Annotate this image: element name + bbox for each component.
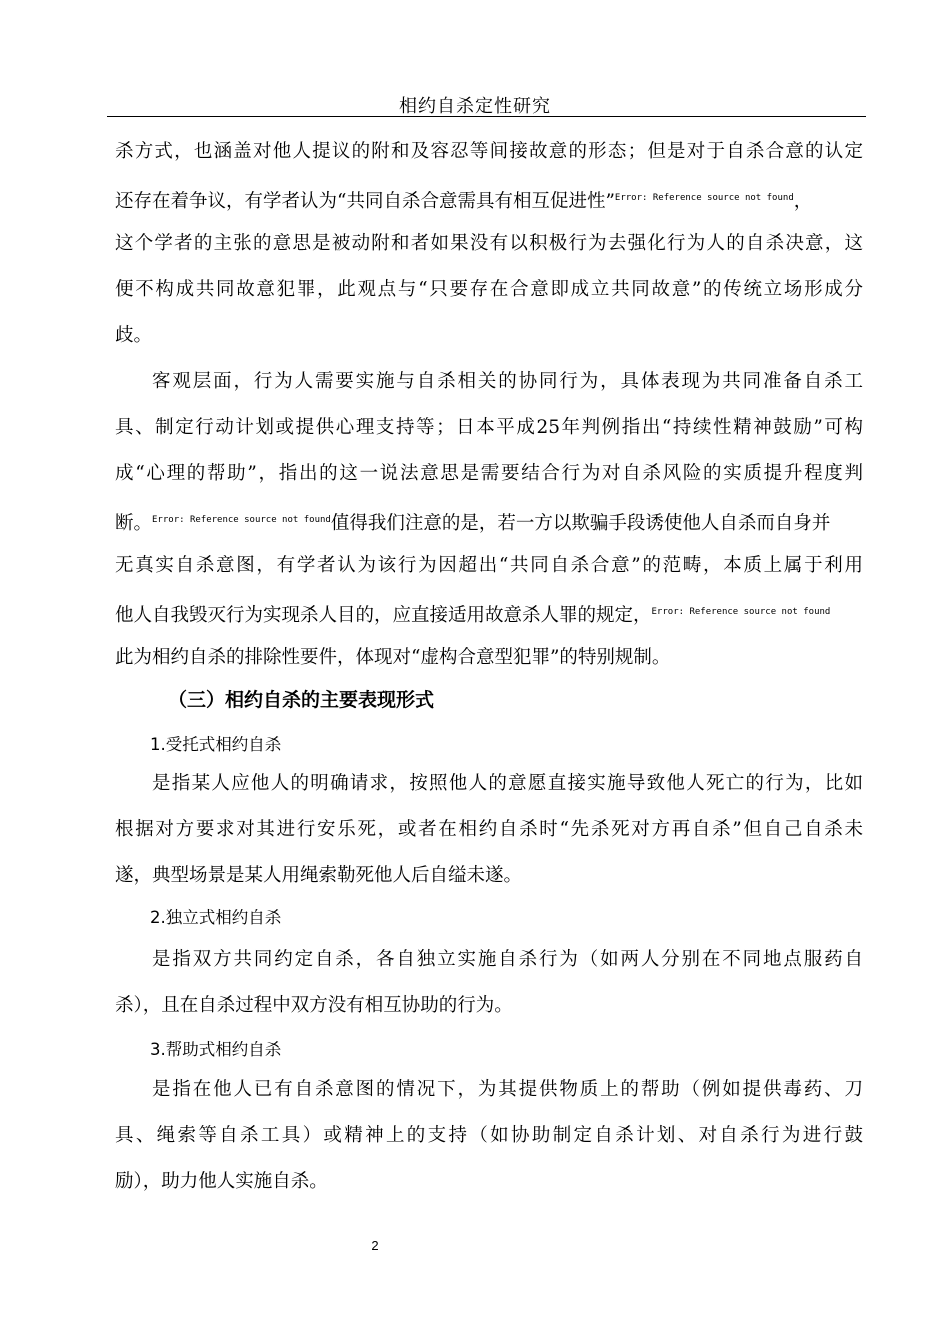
paragraph-line: 便不构成共同故意犯罪，此观点与“只要存在合意即成立共同故意”的传统立场形成分 — [115, 279, 863, 300]
sub-heading: 1.受托式相约自杀 — [150, 735, 282, 754]
paragraph-line: 是指在他人已有自杀意图的情况下，为其提供物质上的帮助（例如提供毒药、刀 — [152, 1079, 863, 1100]
reference-error: Error: Reference source not found — [651, 607, 831, 617]
paragraph-line: 杀），且在自杀过程中双方没有相互协助的行为。 — [115, 995, 513, 1016]
paragraph-line: 具、制定行动计划或提供心理支持等；日本平成25年判例指出“持续性精神鼓励”可构 — [115, 417, 863, 438]
paragraph-line — [115, 600, 863, 628]
paragraph-line: 成“心理的帮助”，指出的这一说法意思是需要结合行为对自杀风险的实质提升程度判 — [115, 463, 863, 484]
paragraph-line: 具、绳索等自杀工具）或精神上的支持（如协助制定自杀计划、对自杀行为进行鼓 — [115, 1125, 863, 1146]
paragraph-line: 杀方式，也涵盖对他人提议的附和及容忍等间接故意的形态；但是对于自杀合意的认定 — [115, 141, 863, 162]
paragraph-line: 无真实自杀意图，有学者认为该行为因超出“共同自杀合意”的范畴，本质上属于利用 — [115, 555, 863, 576]
sub-heading: 2.独立式相约自杀 — [150, 908, 282, 927]
page-number: 2 — [371, 1238, 379, 1253]
section-heading: （三）相约自杀的主要表现形式 — [168, 689, 435, 711]
text-span: ， — [793, 191, 813, 212]
paragraph-line: 歧。 — [115, 325, 153, 346]
paragraph-line: 此为相约自杀的排除性要件，体现对“虚构合意型犯罪”的特别规制。 — [115, 647, 671, 668]
paragraph-line: 根据对方要求对其进行安乐死，或者在相约自杀时“先杀死对方再自杀”但自己自杀未 — [115, 819, 863, 840]
paragraph-line: 客观层面，行为人需要实施与自杀相关的协同行为，具体表现为共同准备自杀工 — [152, 371, 863, 392]
text-span: 值得我们注意的是，若一方以欺骗手段诱使他人自杀而自身并 — [330, 513, 831, 534]
text-span: 还存在着争议，有学者认为“共同自杀合意需具有相互促进性” — [115, 191, 615, 212]
text-span: 断。 — [115, 513, 153, 534]
paragraph-line: 是指双方共同约定自杀，各自独立实施自杀行为（如两人分别在不同地点服药自 — [152, 949, 863, 970]
sub-heading: 3.帮助式相约自杀 — [150, 1040, 282, 1059]
paragraph-line: 遂，典型场景是某人用绳索勒死他人后自缢未遂。 — [115, 865, 523, 886]
paragraph-line — [115, 186, 863, 214]
text-span: 他人自我毁灭行为实现杀人目的，应直接适用故意杀人罪的规定， — [115, 605, 652, 626]
paragraph-line: 这个学者的主张的意思是被动附和者如果没有以积极行为去强化行为人的自杀决意，这 — [115, 233, 863, 254]
paragraph-line: 励），助力他人实施自杀。 — [115, 1171, 328, 1192]
reference-error: Error: Reference source not found — [152, 515, 331, 525]
paragraph-line — [115, 508, 863, 536]
reference-error: Error: Reference source not found — [614, 193, 794, 203]
paragraph-line: 是指某人应他人的明确请求，按照他人的意愿直接实施导致他人死亡的行为，比如 — [152, 773, 863, 794]
running-header-title: 相约自杀定性研究 — [399, 96, 551, 117]
header-divider — [107, 116, 866, 117]
